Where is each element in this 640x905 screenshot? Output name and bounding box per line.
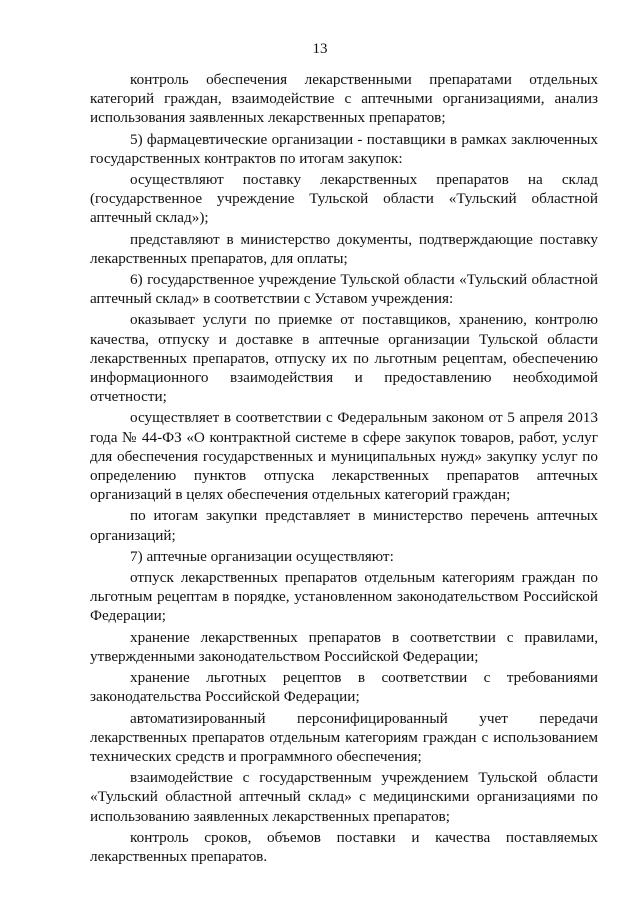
paragraph-storage-prescriptions: хранение льготных рецептов в соответствии с требованиями законодательства Российской Федерации;: [90, 669, 598, 706]
paragraph-dispensing: отпуск лекарственных препаратов отдельным категориям граждан по льготным рецептам в порядке, установленном законодательством Российской Федерации;: [90, 569, 598, 625]
paragraph-control-provision: контроль обеспечения лекарственными препаратами отдельных категорий граждан, взаимодействие с аптечными организациями, анализ использования заявленных лекарственных препаратов;: [90, 71, 598, 127]
page-number: 13: [312, 41, 328, 57]
paragraph-item-5-pharma-suppliers: 5) фармацевтические организации - поставщики в рамках заключенных государственных контрактов по итогам закупок:: [90, 130, 598, 167]
paragraph-submit-documents: представляют в министерство документы, подтверждающие поставку лекарственных препаратов, для оплаты;: [90, 230, 598, 267]
paragraph-procurement-law: осуществляет в соответствии с Федеральным законом от 5 апреля 2013 года № 44-ФЗ «О контрактной системе в сфере закупок товаров, работ, услуг для обеспечения государственных и муниципальных нужд» закупку услуг по определению пунктов отпуска лекарственных препаратов аптечных организаций в целях обеспечения отдельных категорий граждан;: [90, 409, 598, 504]
document-body: [90, 70, 598, 866]
paragraph-automated-accounting: автоматизированный персонифицированный учет передачи лекарственных препаратов отдельным категориям граждан с использованием технических средств и программного обеспечения;: [90, 709, 598, 765]
paragraph-storage-drugs: хранение лекарственных препаратов в соответствии с правилами, утвержденными законодательством Российской Федерации;: [90, 628, 598, 665]
paragraph-item-6-warehouse: 6) государственное учреждение Тульской области «Тульский областной аптечный склад» в соответствии с Уставом учреждения:: [90, 271, 598, 308]
paragraph-item-7-pharmacies: 7) аптечные организации осуществляют:: [130, 547, 394, 565]
paragraph-supply-to-warehouse: осуществляют поставку лекарственных препаратов на склад (государственное учреждение Тульской области «Тульский областной аптечный склад»);: [90, 171, 598, 227]
paragraph-quality-control: контроль сроков, объемов поставки и качества поставляемых лекарственных препаратов.: [90, 828, 598, 865]
paragraph-interaction: взаимодействие с государственным учреждением Тульской области «Тульский областной аптечный склад» с медицинскими организациями по использованию заявленных лекарственных препаратов;: [90, 769, 598, 825]
paragraph-warehouse-services: оказывает услуги по приемке от поставщиков, хранению, контролю качества, отпуску и доставке в аптечные организации Тульской области лекарственных препаратов, отпуску их по льготным рецептам, обеспечению информационного взаимодействия и предоставлению необходимой отчетности;: [90, 311, 598, 406]
paragraph-pharmacy-list: по итогам закупки представляет в министерство перечень аптечных организаций;: [90, 507, 598, 544]
